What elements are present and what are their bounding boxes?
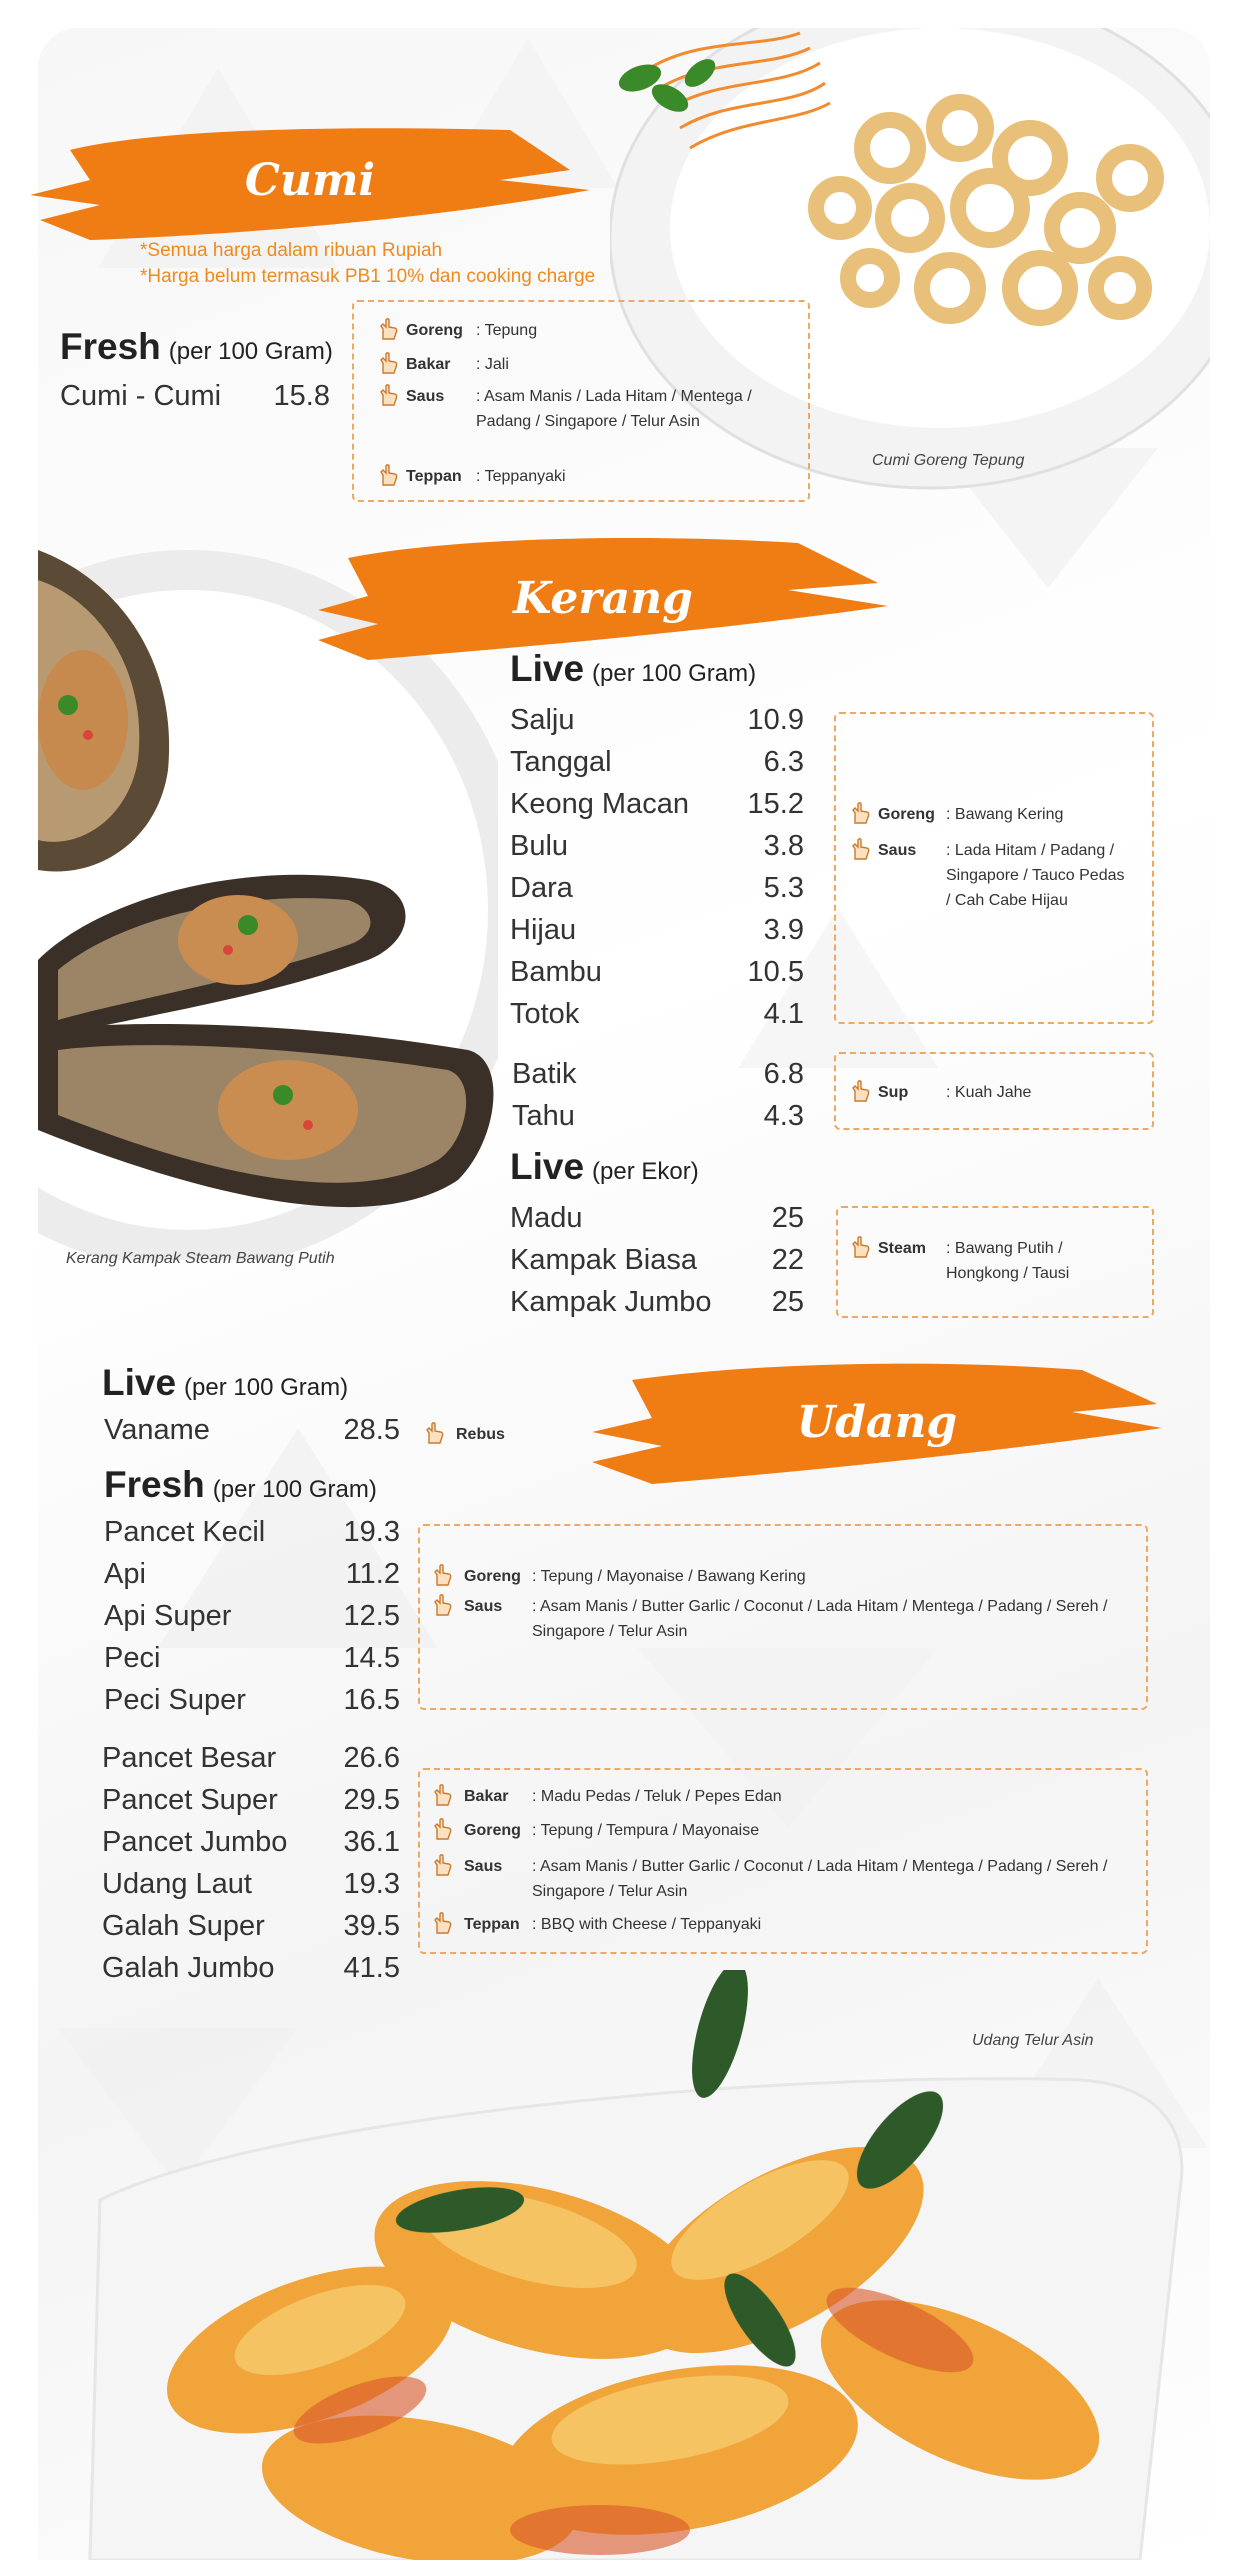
udang-item-name: Galah Super bbox=[102, 1910, 265, 1942]
option-value: : Asam Manis / Lada Hitam / Mentega / Padang / Singapore / Telur Asin bbox=[476, 388, 752, 430]
hand-pointer-icon bbox=[378, 464, 400, 486]
kerang-live2-header bbox=[510, 1146, 699, 1188]
kerang-item-name: Tahu bbox=[512, 1100, 575, 1132]
option-key: Steam bbox=[878, 1240, 927, 1257]
udang-item-price: 11.2 bbox=[345, 1558, 400, 1590]
cumi-title: Cumi bbox=[244, 154, 376, 206]
kerang-item-price: 3.9 bbox=[763, 914, 804, 946]
option-value: : Teppanyaki bbox=[476, 468, 566, 485]
option-key: Sup bbox=[878, 1084, 909, 1101]
udang-fresh-header bbox=[104, 1464, 377, 1506]
option-key: Saus bbox=[878, 842, 917, 859]
kerang-item-name: Kampak Jumbo bbox=[510, 1286, 712, 1318]
hand-pointer-icon bbox=[432, 1564, 454, 1586]
kerang-photo-caption: Kerang Kampak Steam Bawang Putih bbox=[66, 1250, 335, 1267]
kerang-item-name: Tanggal bbox=[510, 746, 612, 778]
hand-pointer-icon bbox=[432, 1784, 454, 1806]
option-key: Saus bbox=[406, 388, 445, 405]
udang-live-unit: (per 100 Gram) bbox=[184, 1374, 349, 1401]
udang-banner bbox=[592, 1352, 1162, 1492]
cumi-fresh-label: Fresh bbox=[60, 326, 161, 367]
kerang-item-price: 6.3 bbox=[763, 746, 804, 778]
kerang-item-name: Hijau bbox=[510, 914, 577, 946]
udang-options-box-2 bbox=[418, 1768, 1148, 1954]
udang-item-name: Pancet Kecil bbox=[104, 1516, 266, 1548]
option-value: : Tepung / Mayonaise / Bawang Kering bbox=[532, 1568, 806, 1585]
kerang-item-price: 10.5 bbox=[747, 956, 804, 988]
kerang-item-name: Kampak Biasa bbox=[510, 1244, 697, 1276]
udang-item-price: 41.5 bbox=[343, 1952, 400, 1984]
kerang-item-price: 3.8 bbox=[763, 830, 804, 862]
udang-fresh-label: Fresh bbox=[104, 1464, 205, 1505]
option-value: : Jali bbox=[476, 356, 509, 373]
cumi-item-name: Cumi - Cumi bbox=[60, 380, 222, 412]
option-value: : Bawang Putih / Hongkong / Tausi bbox=[946, 1240, 1070, 1282]
cumi-fresh-header bbox=[60, 326, 333, 368]
udang-item-price: 16.5 bbox=[343, 1684, 400, 1716]
kerang-item-price: 4.3 bbox=[763, 1100, 804, 1132]
kerang-item-name: Bulu bbox=[510, 830, 569, 862]
kerang-item-price: 15.2 bbox=[747, 788, 804, 820]
kerang-banner bbox=[318, 528, 888, 668]
hand-pointer-icon bbox=[432, 1594, 454, 1616]
hand-pointer-icon bbox=[432, 1854, 454, 1876]
udang-item-price: 36.1 bbox=[343, 1826, 400, 1858]
kerang-item-name: Bambu bbox=[510, 956, 602, 988]
udang-item-name: Peci Super bbox=[104, 1684, 246, 1716]
kerang-item-price: 6.8 bbox=[763, 1058, 804, 1090]
udang-photo-caption: Udang Telur Asin bbox=[972, 2032, 1094, 2049]
udang-photo bbox=[60, 1970, 1210, 2560]
udang-item-name: Api Super bbox=[104, 1600, 232, 1632]
udang-fresh-unit: (per 100 Gram) bbox=[212, 1476, 377, 1503]
kerang-live-label: Live bbox=[510, 648, 585, 689]
option-value: : Asam Manis / Butter Garlic / Coconut / Lada Hitam / Mentega / Padang / Sereh / Singapore / Telur Asin bbox=[532, 1858, 1108, 1900]
kerang-item-name: Dara bbox=[510, 872, 573, 904]
option-key: Goreng bbox=[406, 322, 463, 339]
option-key: Bakar bbox=[464, 1788, 509, 1805]
udang-live-item-price: 28.5 bbox=[343, 1414, 400, 1446]
udang-item-name: Pancet Jumbo bbox=[102, 1826, 288, 1858]
option-value: : BBQ with Cheese / Teppanyaki bbox=[532, 1916, 762, 1933]
kerang-item-price: 10.9 bbox=[747, 704, 804, 736]
kerang-item-name: Salju bbox=[510, 704, 575, 736]
udang-live-label: Live bbox=[102, 1362, 177, 1403]
udang-item-name: Peci bbox=[104, 1642, 161, 1674]
udang-live-header bbox=[102, 1362, 348, 1404]
hand-pointer-icon bbox=[850, 1236, 872, 1258]
option-key: Teppan bbox=[464, 1916, 520, 1933]
option-value: : Lada Hitam / Padang / Singapore / Tauco Pedas / Cah Cabe Hijau bbox=[946, 842, 1125, 909]
note-line-1: *Semua harga dalam ribuan Rupiah bbox=[140, 240, 443, 261]
kerang-live-header bbox=[510, 648, 756, 690]
option-key: Saus bbox=[464, 1858, 503, 1875]
udang-item-price: 14.5 bbox=[343, 1642, 400, 1674]
cumi-banner bbox=[30, 110, 590, 250]
cumi-options-box bbox=[352, 300, 810, 502]
kerang-live2-label: Live bbox=[510, 1146, 585, 1187]
udang-item-name: Pancet Besar bbox=[102, 1742, 277, 1774]
option-value: : Bawang Kering bbox=[946, 806, 1064, 823]
udang-item-price: 39.5 bbox=[343, 1910, 400, 1942]
hand-pointer-icon bbox=[378, 352, 400, 374]
udang-item-name: Pancet Super bbox=[102, 1784, 278, 1816]
option-value: : Tepung / Tempura / Mayonaise bbox=[532, 1822, 760, 1839]
hand-pointer-icon bbox=[850, 838, 872, 860]
kerang-item-name: Batik bbox=[512, 1058, 577, 1090]
udang-item-price: 29.5 bbox=[343, 1784, 400, 1816]
udang-item-name: Galah Jumbo bbox=[102, 1952, 275, 1984]
udang-item-name: Api bbox=[104, 1558, 146, 1590]
option-value: : Madu Pedas / Teluk / Pepes Edan bbox=[532, 1788, 782, 1805]
cumi-item-price: 15.8 bbox=[273, 380, 330, 412]
kerang-options-box-2 bbox=[834, 1052, 1154, 1130]
kerang-item-name: Keong Macan bbox=[510, 788, 689, 820]
hand-pointer-icon bbox=[432, 1912, 454, 1934]
option-value: : Kuah Jahe bbox=[946, 1084, 1032, 1101]
hand-pointer-icon bbox=[850, 1080, 872, 1102]
option-key: Saus bbox=[464, 1598, 503, 1615]
udang-item-name: Udang Laut bbox=[102, 1868, 252, 1900]
option-key: Goreng bbox=[464, 1568, 521, 1585]
kerang-options-box-3 bbox=[836, 1206, 1154, 1318]
option-key: Teppan bbox=[406, 468, 462, 485]
option-key: Goreng bbox=[878, 806, 935, 823]
udang-live-item-name: Vaname bbox=[104, 1414, 210, 1446]
udang-options-box-1 bbox=[418, 1524, 1148, 1710]
kerang-item-price: 4.1 bbox=[763, 998, 804, 1030]
udang-title: Udang bbox=[796, 1396, 958, 1448]
kerang-live-unit: (per 100 Gram) bbox=[592, 660, 757, 687]
hand-pointer-icon bbox=[378, 318, 400, 340]
kerang-options-box-1 bbox=[834, 712, 1154, 1024]
hand-pointer-icon bbox=[850, 802, 872, 824]
kerang-item-name: Madu bbox=[510, 1202, 583, 1234]
kerang-live2-unit: (per Ekor) bbox=[592, 1158, 699, 1185]
option-value: : Asam Manis / Butter Garlic / Coconut / Lada Hitam / Mentega / Padang / Sereh / Singapore / Telur Asin bbox=[532, 1598, 1108, 1640]
hand-pointer-icon bbox=[378, 384, 400, 406]
kerang-item-price: 5.3 bbox=[763, 872, 804, 904]
udang-item-price: 12.5 bbox=[343, 1600, 400, 1632]
note-line-2: *Harga belum termasuk PB1 10% dan cooking charge bbox=[140, 266, 596, 287]
udang-item-price: 19.3 bbox=[343, 1868, 400, 1900]
option-key: Bakar bbox=[406, 356, 451, 373]
option-value: : Tepung bbox=[476, 322, 538, 339]
kerang-title: Kerang bbox=[513, 572, 693, 624]
cumi-photo-caption: Cumi Goreng Tepung bbox=[872, 452, 1025, 469]
kerang-item-price: 22 bbox=[771, 1244, 804, 1276]
kerang-item-price: 25 bbox=[771, 1202, 804, 1234]
udang-item-price: 26.6 bbox=[343, 1742, 400, 1774]
kerang-item-name: Totok bbox=[510, 998, 580, 1030]
hand-pointer-icon bbox=[432, 1818, 454, 1840]
hand-pointer-icon bbox=[424, 1422, 446, 1444]
option-key: Rebus bbox=[456, 1426, 505, 1443]
udang-item-price: 19.3 bbox=[343, 1516, 400, 1548]
kerang-item-price: 25 bbox=[771, 1286, 804, 1318]
cumi-fresh-unit: (per 100 Gram) bbox=[168, 338, 333, 365]
option-key: Goreng bbox=[464, 1822, 521, 1839]
